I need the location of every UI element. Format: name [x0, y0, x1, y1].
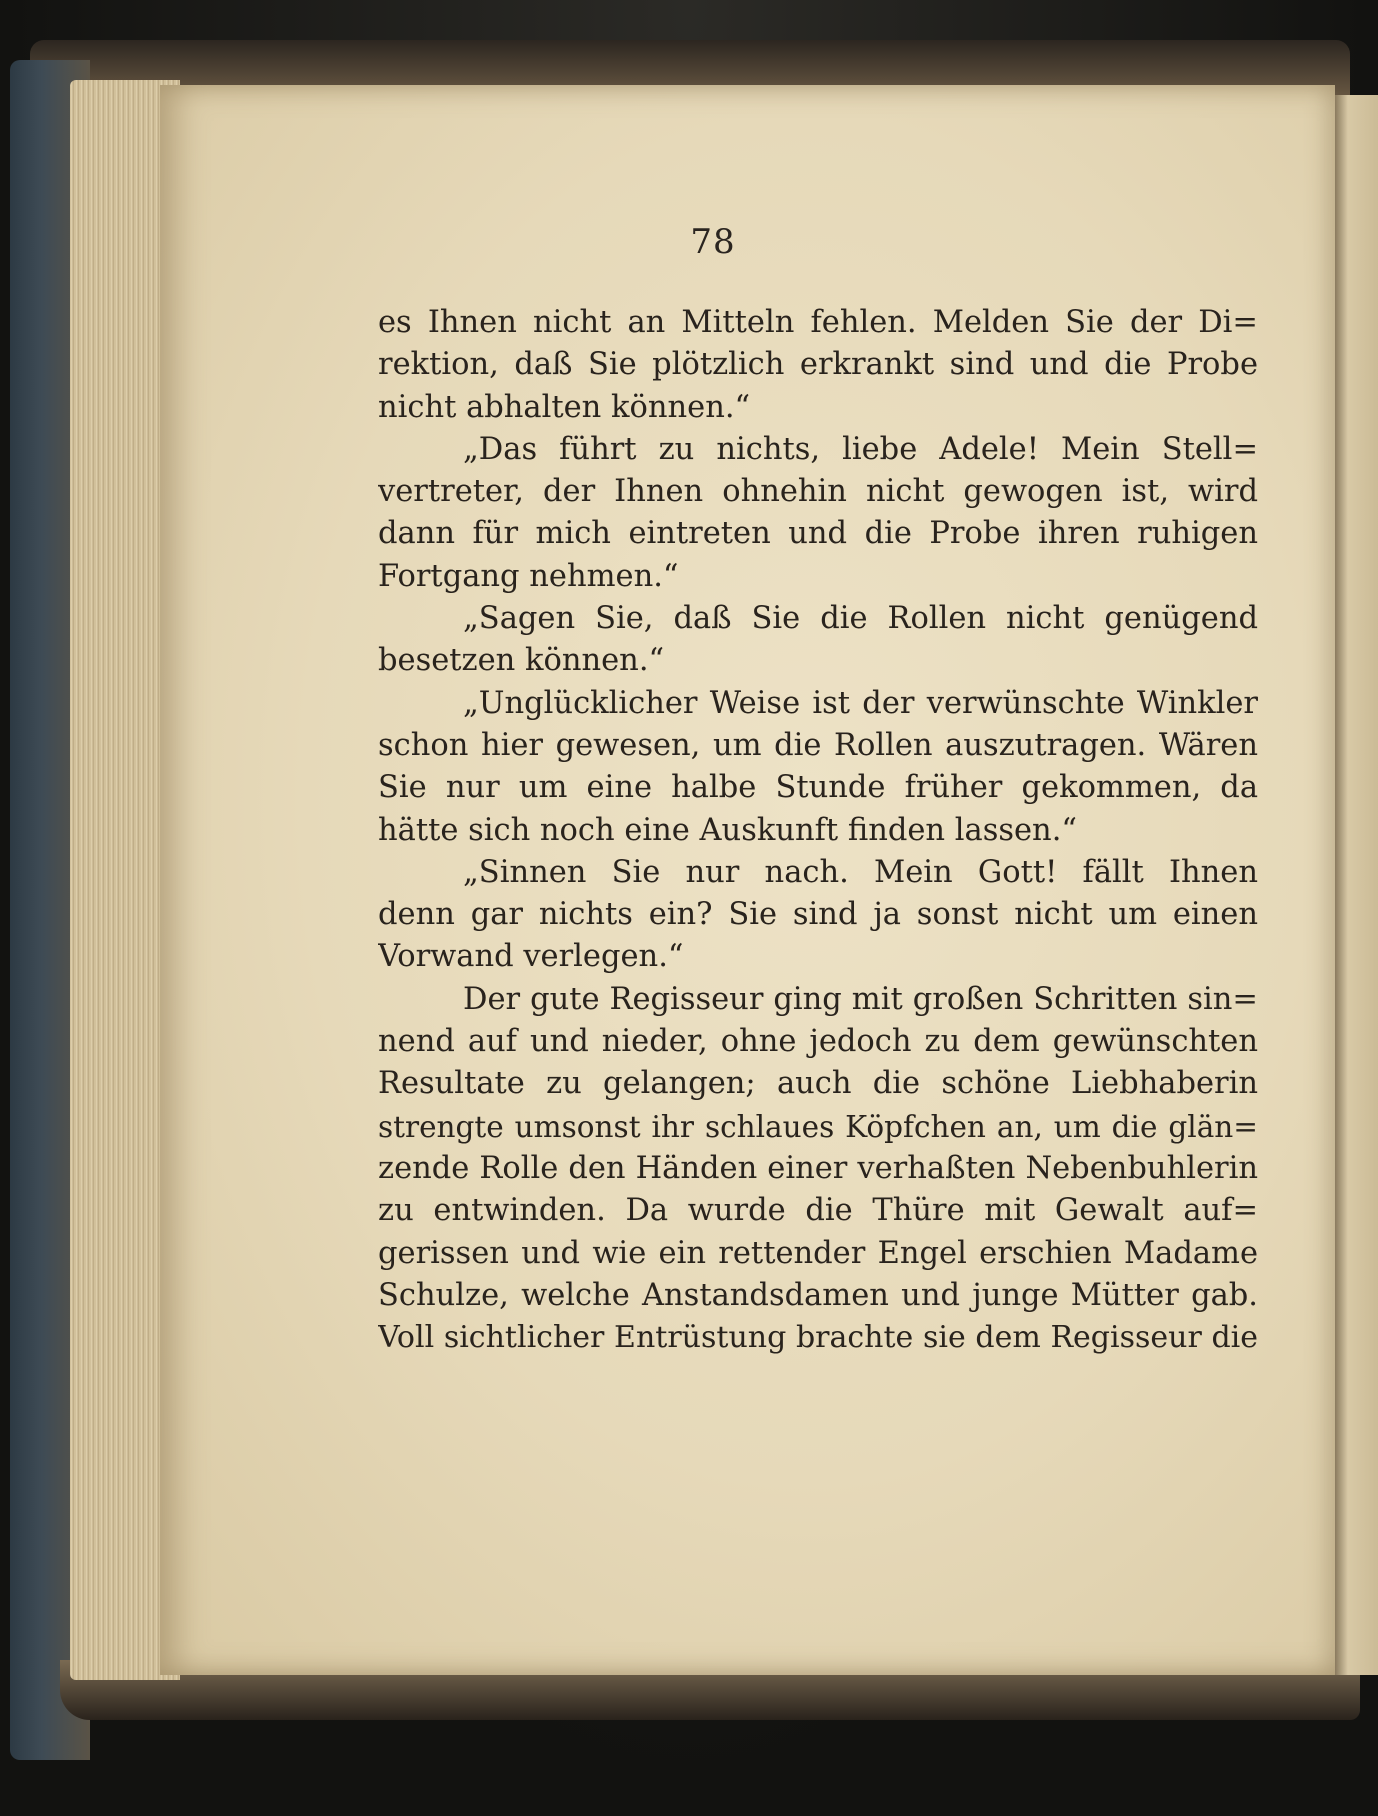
text-line: „Das führt zu nichts, liebe Adele! Mein Stell= [463, 431, 1258, 467]
text-line: vertreter, der Ihnen ohnehin nicht gewogen ist, wird [378, 474, 1258, 510]
text-line: dann für mich eintreten und die Probe ihren ruhigen [378, 516, 1258, 552]
text-line: Voll sichtlicher Entrüstung brachte sie dem Regisseur die [378, 1320, 1258, 1356]
text-line: „Sinnen Sie nur nach. Mein Gott! fällt Ihnen [463, 854, 1258, 890]
text-line: Schulze, welche Anstandsdamen und junge Mütter gab. [378, 1277, 1258, 1313]
page-text-block [378, 302, 1258, 1359]
text-line: nend auf und nieder, ohne jedoch zu dem gewünschten [378, 1024, 1258, 1060]
text-line: Fortgang nehmen.“ [378, 558, 679, 594]
text-line: rektion, daß Sie plötzlich erkrankt sind und die Probe [378, 347, 1258, 383]
text-line: Der gute Regisseur ging mit großen Schritten sin= [463, 981, 1258, 1017]
text-line: „Sagen Sie, daß Sie die Rollen nicht genügend [463, 601, 1258, 637]
text-line: denn gar nichts ein? Sie sind ja sonst nicht um einen [378, 897, 1258, 933]
text-line: es Ihnen nicht an Mitteln fehlen. Melden Sie der Di= [378, 305, 1258, 340]
text-line: zende Rolle den Händen einer verhaßten Nebenbuhlerin [378, 1150, 1258, 1186]
facing-page-sliver [1335, 95, 1378, 1675]
text-line: hätte sich noch eine Auskunft finden lassen.“ [378, 812, 1077, 848]
text-line: „Unglücklicher Weise ist der verwünschte Winkler [463, 685, 1258, 721]
text-line: schon hier gewesen, um die Rollen auszutragen. Wären [378, 727, 1258, 763]
text-line: Sie nur um eine halbe Stunde früher gekommen, da [378, 770, 1258, 806]
text-line: strengte umsonst ihr schlaues Köpfchen an, um die glän= [378, 1109, 1258, 1144]
text-line: zu entwinden. Da wurde die Thüre mit Gewalt auf= [378, 1193, 1258, 1229]
text-line: nicht abhalten können.“ [378, 389, 751, 425]
text-line: Vorwand verlegen.“ [378, 939, 684, 975]
text-line: besetzen können.“ [378, 643, 665, 679]
page-number: 78 [690, 222, 736, 262]
text-line: Resultate zu gelangen; auch die schöne Liebhaberin [378, 1066, 1258, 1102]
text-line: gerissen und wie ein rettender Engel erschien Madame [378, 1235, 1258, 1271]
